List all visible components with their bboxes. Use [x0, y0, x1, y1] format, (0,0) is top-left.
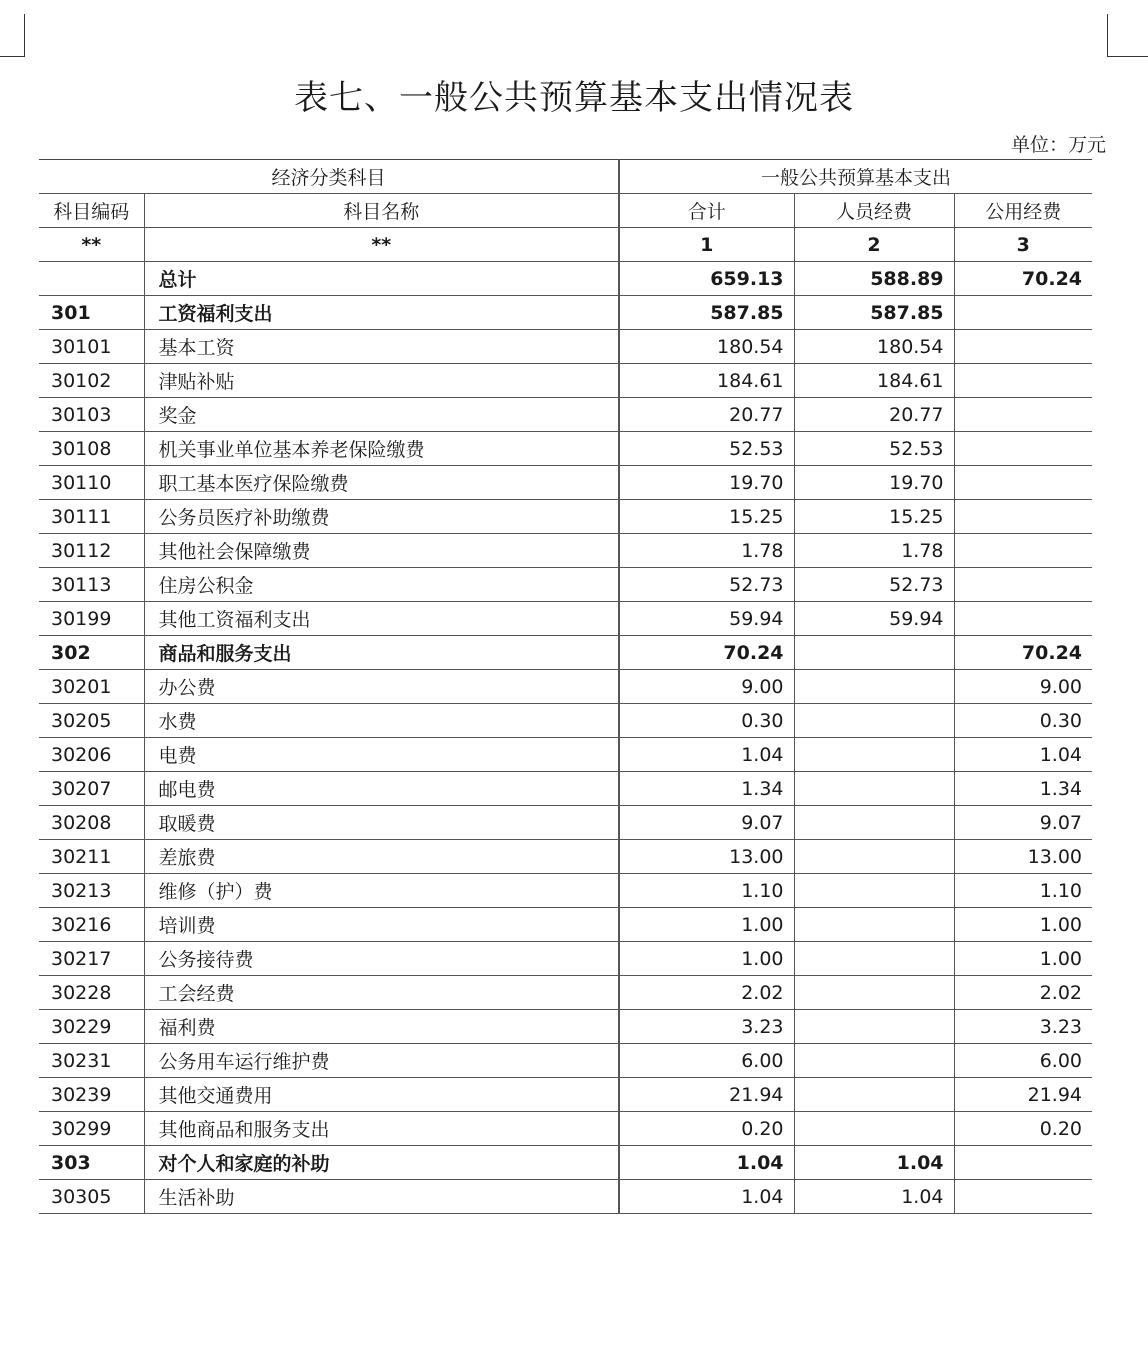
cell-subject-name: 机关事业单位基本养老保险缴费	[144, 432, 619, 466]
cell-personnel: 180.54	[794, 330, 954, 364]
cell-public: 2.02	[954, 976, 1092, 1010]
cell-total: 2.02	[619, 976, 794, 1010]
cell-personnel: 587.85	[794, 296, 954, 330]
cell-personnel	[794, 908, 954, 942]
cell-subject-name: 其他工资福利支出	[144, 602, 619, 636]
cell-total: 0.30	[619, 704, 794, 738]
cell-subject-name: 商品和服务支出	[144, 636, 619, 670]
table-row	[39, 840, 1092, 874]
cell-public	[954, 296, 1092, 330]
table-row	[39, 704, 1092, 738]
cell-subject-name: 职工基本医疗保险缴费	[144, 466, 619, 500]
table-row	[39, 602, 1092, 636]
cell-public: 1.00	[954, 942, 1092, 976]
table-row	[39, 806, 1092, 840]
table-row	[39, 534, 1092, 568]
cell-subject-code: 30228	[39, 976, 144, 1010]
cell-public: 1.04	[954, 738, 1092, 772]
cell-public: 1.00	[954, 908, 1092, 942]
cell-subject-code: 30102	[39, 364, 144, 398]
cell-personnel	[794, 874, 954, 908]
header-total: 合计	[619, 194, 794, 228]
header-personnel: 人员经费	[794, 194, 954, 228]
cell-personnel	[794, 1112, 954, 1146]
cell-subject-name: 公务员医疗补助缴费	[144, 500, 619, 534]
cell-total: 0.20	[619, 1112, 794, 1146]
cell-public: 70.24	[954, 262, 1092, 296]
cell-subject-code: 301	[39, 296, 144, 330]
table-row	[39, 738, 1092, 772]
header-public: 公用经费	[954, 194, 1092, 228]
cell-subject-name: 水费	[144, 704, 619, 738]
cell-subject-code: 302	[39, 636, 144, 670]
cell-total: 1.78	[619, 534, 794, 568]
cell-personnel	[794, 670, 954, 704]
cell-total: 59.94	[619, 602, 794, 636]
cell-personnel	[794, 840, 954, 874]
cell-personnel: 52.73	[794, 568, 954, 602]
cell-public: 13.00	[954, 840, 1092, 874]
table-row	[39, 874, 1092, 908]
cell-public: 21.94	[954, 1078, 1092, 1112]
cell-subject-name: 维修（护）费	[144, 874, 619, 908]
cell-subject-code: 30213	[39, 874, 144, 908]
cell-public: 0.30	[954, 704, 1092, 738]
table-row	[39, 466, 1092, 500]
crop-mark-top-right	[1107, 14, 1148, 57]
cell-subject-code: 30111	[39, 500, 144, 534]
cell-subject-name: 办公费	[144, 670, 619, 704]
cell-total: 1.04	[619, 1146, 794, 1180]
cell-public	[954, 398, 1092, 432]
cell-total: 180.54	[619, 330, 794, 364]
cell-subject-code: 30199	[39, 602, 144, 636]
cell-public: 6.00	[954, 1044, 1092, 1078]
cell-subject-name: 差旅费	[144, 840, 619, 874]
budget-table	[39, 159, 1092, 1214]
header-subject-name: 科目名称	[144, 194, 619, 228]
table-row	[39, 568, 1092, 602]
cell-personnel	[794, 976, 954, 1010]
cell-subject-name: 生活补助	[144, 1180, 619, 1214]
cell-total: 70.24	[619, 636, 794, 670]
cell-personnel: 184.61	[794, 364, 954, 398]
index-public: 3	[954, 228, 1092, 262]
cell-personnel: 1.04	[794, 1146, 954, 1180]
cell-total: 587.85	[619, 296, 794, 330]
cell-personnel	[794, 806, 954, 840]
cell-personnel: 59.94	[794, 602, 954, 636]
cell-subject-name: 取暖费	[144, 806, 619, 840]
unit-label: 单位：万元	[1010, 134, 1106, 156]
cell-total: 21.94	[619, 1078, 794, 1112]
table-row	[39, 942, 1092, 976]
cell-subject-code	[39, 262, 144, 296]
cell-public: 1.34	[954, 772, 1092, 806]
table-row	[39, 636, 1092, 670]
cell-public	[954, 568, 1092, 602]
cell-subject-name: 工会经费	[144, 976, 619, 1010]
cell-subject-code: 30305	[39, 1180, 144, 1214]
cell-subject-code: 30217	[39, 942, 144, 976]
cell-subject-name: 基本工资	[144, 330, 619, 364]
table-row	[39, 1112, 1092, 1146]
table-row	[39, 1078, 1092, 1112]
cell-public	[954, 466, 1092, 500]
cell-subject-code: 30112	[39, 534, 144, 568]
header-group-basic-expenditure: 一般公共预算基本支出	[619, 160, 1092, 194]
cell-personnel: 1.78	[794, 534, 954, 568]
index-name: **	[144, 228, 619, 262]
crop-mark-top-left	[0, 14, 25, 57]
cell-subject-code: 30108	[39, 432, 144, 466]
table-row	[39, 296, 1092, 330]
cell-subject-code: 30216	[39, 908, 144, 942]
header-subject-code: 科目编码	[39, 194, 144, 228]
cell-subject-name: 其他交通费用	[144, 1078, 619, 1112]
table-row	[39, 976, 1092, 1010]
cell-public	[954, 330, 1092, 364]
header-index-row	[39, 228, 1092, 262]
cell-subject-code: 30113	[39, 568, 144, 602]
cell-subject-name: 福利费	[144, 1010, 619, 1044]
table-row	[39, 772, 1092, 806]
cell-total: 1.00	[619, 908, 794, 942]
cell-subject-code: 30299	[39, 1112, 144, 1146]
cell-public	[954, 500, 1092, 534]
cell-total: 52.53	[619, 432, 794, 466]
cell-personnel	[794, 1010, 954, 1044]
cell-total: 184.61	[619, 364, 794, 398]
cell-total: 9.07	[619, 806, 794, 840]
cell-subject-name: 住房公积金	[144, 568, 619, 602]
cell-total: 659.13	[619, 262, 794, 296]
index-code: **	[39, 228, 144, 262]
cell-subject-code: 303	[39, 1146, 144, 1180]
cell-total: 9.00	[619, 670, 794, 704]
cell-subject-code: 30205	[39, 704, 144, 738]
index-personnel: 2	[794, 228, 954, 262]
cell-personnel	[794, 942, 954, 976]
cell-subject-name: 电费	[144, 738, 619, 772]
cell-personnel: 1.04	[794, 1180, 954, 1214]
cell-public	[954, 602, 1092, 636]
cell-total: 1.00	[619, 942, 794, 976]
cell-subject-name: 奖金	[144, 398, 619, 432]
table-row	[39, 1146, 1092, 1180]
cell-subject-code: 30207	[39, 772, 144, 806]
cell-total: 20.77	[619, 398, 794, 432]
cell-personnel	[794, 1078, 954, 1112]
cell-subject-name: 培训费	[144, 908, 619, 942]
cell-total: 6.00	[619, 1044, 794, 1078]
cell-subject-name: 总计	[144, 262, 619, 296]
cell-subject-code: 30110	[39, 466, 144, 500]
page-title: 表七、一般公共预算基本支出情况表	[294, 78, 854, 118]
header-column-row	[39, 194, 1092, 228]
table-row	[39, 1044, 1092, 1078]
cell-subject-name: 对个人和家庭的补助	[144, 1146, 619, 1180]
table-row	[39, 364, 1092, 398]
cell-total: 13.00	[619, 840, 794, 874]
table-row	[39, 432, 1092, 466]
cell-personnel: 20.77	[794, 398, 954, 432]
cell-total: 1.04	[619, 1180, 794, 1214]
index-total: 1	[619, 228, 794, 262]
cell-subject-code: 30206	[39, 738, 144, 772]
cell-personnel: 52.53	[794, 432, 954, 466]
cell-personnel	[794, 636, 954, 670]
cell-personnel	[794, 738, 954, 772]
table-row	[39, 908, 1092, 942]
cell-total: 19.70	[619, 466, 794, 500]
table-row	[39, 398, 1092, 432]
cell-total: 52.73	[619, 568, 794, 602]
table-row	[39, 500, 1092, 534]
cell-public	[954, 1146, 1092, 1180]
cell-subject-name: 其他社会保障缴费	[144, 534, 619, 568]
cell-public: 9.00	[954, 670, 1092, 704]
header-group-classification: 经济分类科目	[39, 160, 619, 194]
cell-total: 3.23	[619, 1010, 794, 1044]
table-row	[39, 1010, 1092, 1044]
cell-public: 0.20	[954, 1112, 1092, 1146]
cell-public: 1.10	[954, 874, 1092, 908]
cell-public	[954, 364, 1092, 398]
cell-public: 70.24	[954, 636, 1092, 670]
table-row	[39, 670, 1092, 704]
table-row	[39, 1180, 1092, 1214]
cell-personnel	[794, 1044, 954, 1078]
cell-subject-code: 30231	[39, 1044, 144, 1078]
cell-subject-code: 30208	[39, 806, 144, 840]
cell-subject-name: 津贴补贴	[144, 364, 619, 398]
cell-subject-name: 工资福利支出	[144, 296, 619, 330]
cell-total: 15.25	[619, 500, 794, 534]
cell-subject-name: 其他商品和服务支出	[144, 1112, 619, 1146]
cell-public: 9.07	[954, 806, 1092, 840]
cell-subject-code: 30229	[39, 1010, 144, 1044]
cell-subject-code: 30101	[39, 330, 144, 364]
cell-personnel	[794, 704, 954, 738]
table-row	[39, 330, 1092, 364]
cell-total: 1.10	[619, 874, 794, 908]
cell-subject-name: 公务用车运行维护费	[144, 1044, 619, 1078]
header-group-row	[39, 160, 1092, 194]
cell-personnel: 19.70	[794, 466, 954, 500]
cell-personnel: 588.89	[794, 262, 954, 296]
cell-total: 1.34	[619, 772, 794, 806]
cell-public: 3.23	[954, 1010, 1092, 1044]
cell-subject-code: 30211	[39, 840, 144, 874]
cell-subject-name: 公务接待费	[144, 942, 619, 976]
table-row	[39, 262, 1092, 296]
cell-personnel	[794, 772, 954, 806]
cell-subject-code: 30239	[39, 1078, 144, 1112]
cell-public	[954, 432, 1092, 466]
cell-total: 1.04	[619, 738, 794, 772]
cell-subject-code: 30201	[39, 670, 144, 704]
cell-personnel: 15.25	[794, 500, 954, 534]
cell-subject-code: 30103	[39, 398, 144, 432]
cell-public	[954, 534, 1092, 568]
cell-public	[954, 1180, 1092, 1214]
cell-subject-name: 邮电费	[144, 772, 619, 806]
